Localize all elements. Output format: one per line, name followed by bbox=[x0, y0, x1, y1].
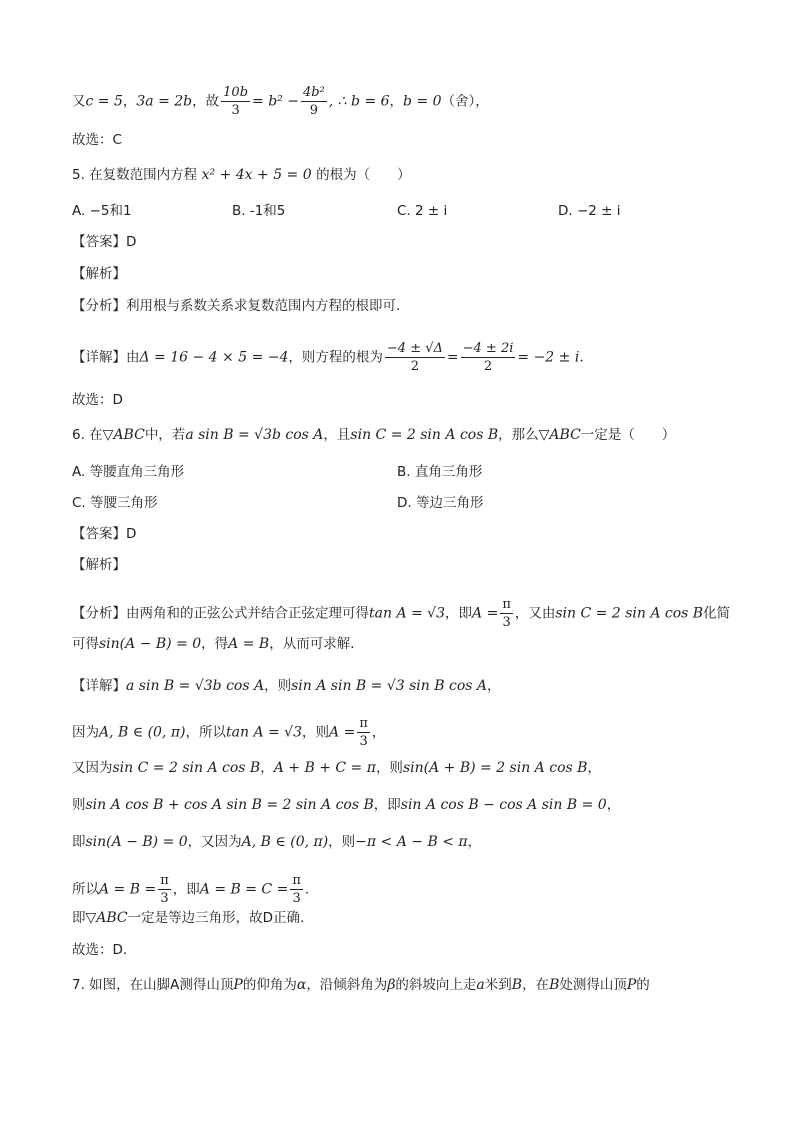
choice-line: 故选：C bbox=[72, 132, 122, 148]
text: 的根为（ ） bbox=[316, 167, 411, 183]
math: A = bbox=[472, 605, 499, 622]
text: ， bbox=[260, 760, 274, 776]
math: A = B = C = bbox=[199, 881, 289, 898]
text: 又因为 bbox=[72, 760, 113, 776]
fraction: $\frac{-4 \pm √\Delta}{2}$ bbox=[386, 341, 443, 374]
text: ，即 bbox=[172, 881, 200, 898]
text: ， bbox=[389, 93, 404, 110]
q6-choice: 故选：D. bbox=[72, 942, 128, 958]
fraction: $\frac{\pi}{3}$ bbox=[292, 873, 301, 906]
q5-option-b: B. -1和5 bbox=[232, 203, 286, 219]
text: ，即 bbox=[445, 605, 473, 622]
math: P bbox=[626, 977, 637, 993]
text: （舍）， bbox=[441, 93, 489, 110]
fraction: $\frac{-4 \pm 2i}{2}$ bbox=[462, 341, 514, 374]
text: 由 bbox=[126, 349, 140, 366]
q5-fenxi bbox=[72, 296, 400, 316]
text: 因为 bbox=[72, 724, 99, 741]
math: sin A sin B = √3 sin B cos A bbox=[291, 678, 488, 694]
q6-answer bbox=[72, 524, 136, 544]
math: b = 0 bbox=[403, 93, 442, 110]
q6-detail-2 bbox=[72, 715, 385, 750]
math: A, B ∈ (0, π) bbox=[99, 724, 186, 741]
text: 一定是等边三角形，故D正确. bbox=[127, 910, 305, 926]
q6-option-a: A. 等腰直角三角形 bbox=[72, 464, 185, 480]
math: = −2 ± i bbox=[517, 349, 580, 366]
text: ，得 bbox=[201, 636, 229, 652]
q6-detail-5 bbox=[72, 832, 481, 852]
text: ，又由 bbox=[514, 605, 556, 622]
math: sin C = 2 sin A cos B bbox=[350, 427, 499, 443]
q6-fenxi-2 bbox=[72, 634, 355, 654]
text: ，且 bbox=[323, 427, 351, 443]
math: Δ = 16 − 4 × 5 = −4 bbox=[139, 349, 289, 366]
text: ，即 bbox=[373, 797, 401, 813]
text: 6. 在 bbox=[72, 427, 103, 443]
math: ▽ABC bbox=[102, 427, 145, 443]
text: ，所以 bbox=[185, 724, 226, 741]
math: −π < A − B < π bbox=[355, 834, 468, 850]
q5-choice: 故选：D bbox=[72, 392, 123, 408]
text: ，则 bbox=[328, 834, 356, 850]
text: ，则方程的根为 bbox=[288, 349, 383, 366]
answer-value: D bbox=[126, 234, 137, 250]
q5-option-a: A. −5和1 bbox=[72, 203, 132, 219]
math: sin(A − B) = 0 bbox=[99, 636, 202, 652]
fraction: $\frac{10b}{3}$ bbox=[223, 85, 249, 118]
text: ，故 bbox=[192, 93, 220, 110]
answer-value: D bbox=[126, 526, 137, 542]
math: , ∴ b = 6 bbox=[328, 93, 390, 110]
math: sin(A + B) = 2 sin A cos B bbox=[402, 760, 588, 776]
text: ， bbox=[587, 760, 601, 776]
math: a bbox=[476, 977, 485, 993]
text: 的仰角为 bbox=[242, 977, 297, 993]
math: A + B + C = π bbox=[273, 760, 376, 776]
math: ▽ABC bbox=[538, 427, 581, 443]
text: 利用根与系数关系求复数范围内方程的根即可. bbox=[126, 298, 401, 314]
q6-detail-1 bbox=[72, 676, 501, 696]
text: 由两角和的正弦公式并结合正弦定理可得 bbox=[126, 605, 369, 622]
q5-option-c: C. 2 ± i bbox=[397, 203, 448, 219]
text: 中，若 bbox=[144, 427, 186, 443]
q6-detail-7 bbox=[72, 908, 304, 928]
text: 又 bbox=[72, 93, 86, 110]
fraction: $\frac{\text{4b²}}{9}$ bbox=[302, 85, 325, 118]
math: A = bbox=[329, 724, 356, 741]
text: 可得 bbox=[72, 636, 99, 652]
text: 所以 bbox=[72, 881, 99, 898]
math: ▽ABC bbox=[85, 910, 128, 926]
text: ， bbox=[467, 834, 482, 850]
text: ，在 bbox=[522, 977, 550, 993]
solution-line-1 bbox=[72, 84, 489, 119]
text: ， bbox=[122, 93, 137, 110]
math: A = B bbox=[228, 636, 270, 652]
text: 米到 bbox=[484, 977, 512, 993]
text: ，那么 bbox=[498, 427, 539, 443]
math: α bbox=[296, 977, 307, 993]
text: 7. 如图，在山脚A测得山顶 bbox=[72, 977, 234, 993]
text: ， bbox=[371, 724, 386, 741]
math: = bbox=[446, 349, 459, 366]
text: ， bbox=[606, 797, 621, 813]
text: ，则 bbox=[375, 760, 403, 776]
text: ，则 bbox=[302, 724, 330, 741]
q5-answer bbox=[72, 232, 136, 252]
text: ，从而可求解. bbox=[269, 636, 355, 652]
math: sin A cos B − cos A sin B = 0 bbox=[400, 797, 607, 813]
q5-option-d: D. −2 ± i bbox=[558, 203, 621, 219]
math: sin C = 2 sin A cos B bbox=[112, 760, 261, 776]
tag: 【详解】 bbox=[72, 349, 126, 366]
question-6-stem bbox=[72, 425, 675, 445]
math: x² + 4x + 5 = 0 bbox=[201, 167, 312, 183]
text: ，则 bbox=[264, 678, 292, 694]
text: 处测得山顶 bbox=[559, 977, 627, 993]
q6-option-b: B. 直角三角形 bbox=[397, 464, 483, 480]
math: P bbox=[233, 977, 243, 993]
q6-fenxi-1 bbox=[72, 596, 730, 631]
q6-analysis-tag: 【解析】 bbox=[72, 557, 126, 573]
question-7-stem bbox=[72, 975, 650, 995]
math: c = 5 bbox=[85, 93, 123, 110]
math: a sin B = √3b cos A bbox=[126, 678, 265, 694]
math: = b² − bbox=[252, 93, 299, 110]
answer-tag: 【答案】 bbox=[72, 526, 126, 542]
math: 3a = 2b bbox=[136, 93, 193, 110]
math: sin(A − B) = 0 bbox=[85, 834, 188, 850]
text: . bbox=[304, 881, 310, 898]
tag: 【分析】 bbox=[72, 605, 126, 622]
text: ， bbox=[487, 678, 501, 694]
math: B bbox=[511, 977, 523, 993]
answer-tag: 【答案】 bbox=[72, 234, 126, 250]
math: tan A = √3 bbox=[226, 724, 303, 741]
text: 5. 在复数范围内方程 bbox=[72, 167, 198, 183]
text: 的斜坡向上走 bbox=[395, 977, 477, 993]
math: A = B = bbox=[99, 881, 157, 898]
q6-option-c: C. 等腰三角形 bbox=[72, 495, 158, 511]
fraction: $\frac{\pi}{3}$ bbox=[160, 873, 169, 906]
q6-detail-4 bbox=[72, 795, 620, 815]
text: ，又因为 bbox=[187, 834, 242, 850]
text: 的 bbox=[636, 977, 650, 993]
text: 即 bbox=[72, 910, 86, 926]
math: β bbox=[387, 977, 396, 993]
math: A, B ∈ (0, π) bbox=[241, 834, 329, 850]
tag: 【分析】 bbox=[72, 298, 126, 314]
q5-analysis-tag: 【解析】 bbox=[72, 266, 126, 282]
math: sin C = 2 sin A cos B bbox=[555, 605, 704, 622]
math: tan A = √3 bbox=[369, 605, 446, 622]
tag: 【详解】 bbox=[72, 678, 126, 694]
q6-detail-6 bbox=[72, 872, 309, 907]
question-5-stem bbox=[72, 165, 411, 185]
q5-detail bbox=[72, 340, 584, 375]
text: 则 bbox=[72, 797, 86, 813]
fraction: $\frac{\pi}{3}$ bbox=[502, 597, 511, 630]
q6-detail-3 bbox=[72, 758, 601, 778]
text: 一定是（ ） bbox=[580, 427, 676, 443]
math: a sin B = √3b cos A bbox=[185, 427, 324, 443]
math: . bbox=[579, 349, 584, 366]
math: B bbox=[549, 977, 560, 993]
text: 即 bbox=[72, 834, 86, 850]
text: 化简 bbox=[703, 605, 731, 622]
math: sin A cos B + cos A sin B = 2 sin A cos B bbox=[85, 797, 374, 813]
q6-option-d: D. 等边三角形 bbox=[397, 495, 484, 511]
text: ，沿倾斜角为 bbox=[306, 977, 388, 993]
fraction: $\frac{\pi}{3}$ bbox=[359, 716, 368, 749]
